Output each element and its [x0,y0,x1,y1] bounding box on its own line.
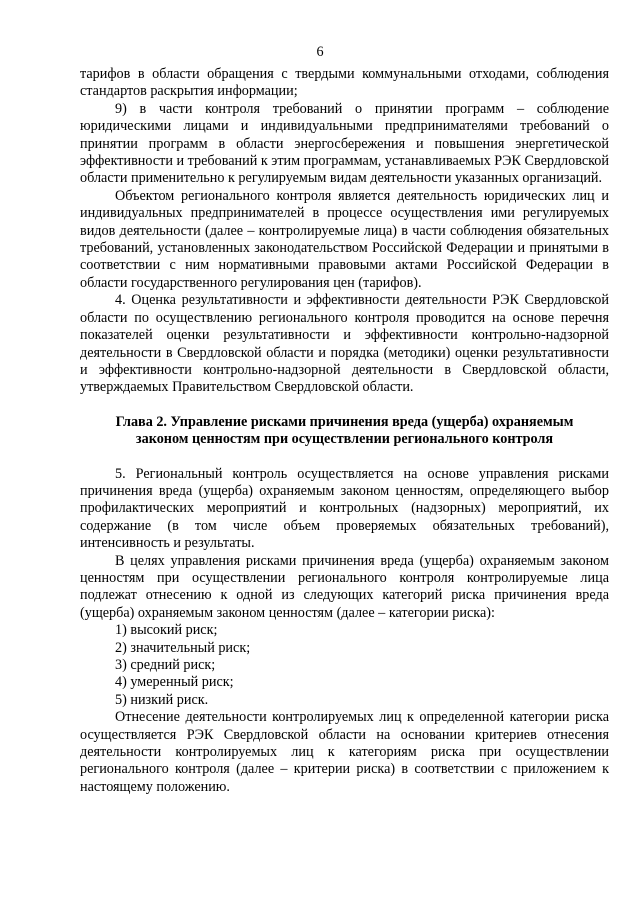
risk-list-item: 2) значительный риск; [115,639,251,656]
paragraph-continuation: тарифов в области обращения с твердыми коммунальными отходами, соблюдения стандартов раскрытия информации; [80,66,609,100]
chapter-heading: Глава 2. Управление рисками причинения вреда (ущерба) охраняемым законом ценностям при осуществлении регионального контроля [115,413,574,448]
risk-list-item: 3) средний риск; [115,657,216,673]
paragraph-risk-categories: В целях управления рисками причинения вреда (ущерба) охраняемым законом ценностям при осуществлении регионального контроля контролируемые лица подлежат отнесению к одной из следующих категорий риска причинения вреда (ущерба) охраняемым законом ценностям (далее – категории риска): [80,552,609,621]
paragraph-item-9: 9) в части контроля требований о принятии программ – соблюдение юридическими лицами и индивидуальными предпринимателями требований о принятии программ в области энергосбережения и повышения энергетической эффективности и требований к этим программам, устанавливаемых РЭК Свердловской области применительно к регулируемым видам деятельности указанных организаций. [80,100,609,187]
page-number: 6 [316,44,324,60]
risk-list-item: 4) умеренный риск; [115,674,234,691]
paragraph-risk-assignment: Отнесение деятельности контролируемых лиц к определенной категории риска осуществляется РЭК Свердловской области на основании критериев отнесения деятельности контролируемых лиц к категориям риска при осуществлении регионального контроля (далее – критерии риска) в соответствии с приложением к настоящему положению. [80,709,609,795]
risk-list-item: 1) высокий риск; [115,622,218,639]
paragraph-item-5: 5. Региональный контроль осуществляется на основе управления рисками причинения вреда (ущерба) охраняемым законом ценностям, определяющего выбор профилактических мероприятий и контрольных (надзорных) мероприятий, их содержание (в том числе объем проверяемых обязательных требований), интенсивность и результаты. [80,465,609,552]
document-body [80,66,609,796]
risk-list-item: 5) низкий риск. [115,691,209,708]
paragraph-control-object: Объектом регионального контроля является деятельность юридических лиц и индивидуальных предпринимателей в процессе осуществления ими регулируемых видов деятельности (далее – контролируемые лица) в части соблюдения обязательных требований, установленных законодательством Российской Федерации и принятыми в соответствии с ним нормативными правовыми актами Российской Федерации в области государственного регулирования цен (тарифов). [80,187,609,291]
paragraph-item-4: 4. Оценка результативности и эффективности деятельности РЭК Свердловской области по осуществлению регионального контроля проводится на основе перечня показателей оценки результативности и эффективности контрольно-надзорной деятельности в Свердловской области и порядка (методики) оценки результативности и эффективности контрольно-надзорной деятельности в Свердловской области, утверждаемых Правительством Свердловской области. [80,292,609,396]
